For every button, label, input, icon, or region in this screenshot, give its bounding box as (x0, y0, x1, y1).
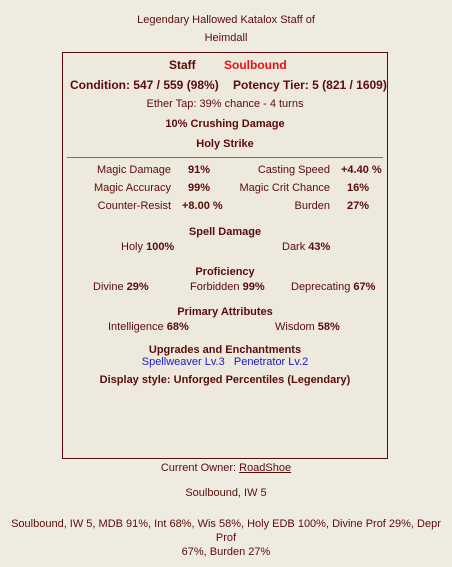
wisdom-label: Wisdom (275, 321, 315, 333)
primary-wisdom (275, 321, 340, 333)
spell-damage-dark (282, 241, 330, 253)
deprecating-value: 67% (353, 281, 376, 293)
intelligence-label: Intelligence (108, 321, 164, 333)
holy-label: Holy (121, 241, 144, 253)
divider (67, 157, 383, 158)
intelligence-value: 68% (166, 321, 189, 333)
display-style-text: Display style: Unforged Percentiles (Legendary) (99, 374, 351, 386)
summary-long-line1: Soulbound, IW 5, MDB 91%, Int 68%, Wis 58%, Holy EDB 100%, Divine Prof 29%, Depr Prof (11, 518, 441, 544)
spell-damage-heading: Spell Damage (188, 226, 262, 238)
forbidden-value: 99% (242, 281, 265, 293)
owner-label: Current Owner: (160, 462, 237, 474)
wisdom-value: 58% (317, 321, 340, 333)
magic-crit-value: 16% (347, 182, 370, 194)
counter-resist-label: Counter-Resist (97, 200, 171, 212)
dark-label: Dark (282, 241, 306, 253)
forbidden-label: Forbidden (190, 281, 240, 293)
casting-speed-label: Casting Speed (257, 164, 330, 176)
magic-accuracy-value: 99% (188, 182, 211, 194)
magic-damage-label: Magic Damage (97, 164, 171, 176)
upgrades-list (63, 356, 387, 368)
deprecating-label: Deprecating (291, 281, 351, 293)
owner-name-link[interactable]: RoadShoe (239, 462, 292, 474)
magic-accuracy-label: Magic Accuracy (93, 182, 171, 194)
burden-value: 27% (347, 200, 370, 212)
divine-value: 29% (126, 281, 149, 293)
primary-attributes-heading: Primary Attributes (177, 306, 273, 318)
holy-strike-text: Holy Strike (196, 138, 254, 150)
proficiency-deprecating (291, 281, 375, 293)
burden-label: Burden (294, 200, 330, 212)
condition-text: Condition: 547 / 559 (98%) (70, 78, 219, 92)
current-owner (0, 462, 452, 474)
spell-damage-holy (121, 241, 174, 253)
magic-damage-value: 91% (188, 164, 211, 176)
counter-resist-value: +8.00 % (182, 200, 223, 212)
item-type: Staff (169, 58, 196, 72)
casting-speed-value: +4.40 % (341, 164, 382, 176)
primary-intelligence (108, 321, 189, 333)
item-title-line1: Legendary Hallowed Katalox Staff of (137, 14, 315, 26)
soulbound-badge: Soulbound (224, 58, 287, 72)
proficiency-divine (93, 281, 149, 293)
upgrades-heading: Upgrades and Enchantments (148, 344, 302, 356)
holy-value: 100% (146, 241, 175, 253)
divine-label: Divine (93, 281, 124, 293)
upgrade-spellweaver: Spellweaver Lv.3 (141, 356, 225, 368)
item-stats-card (62, 52, 388, 459)
upgrade-penetrator: Penetrator Lv.2 (233, 356, 309, 368)
dark-value: 43% (308, 241, 331, 253)
potency-text: Potency Tier: 5 (821 / 1609) (233, 78, 387, 92)
summary-long-line2: 67%, Burden 27% (181, 546, 271, 558)
magic-crit-label: Magic Crit Chance (239, 182, 330, 194)
crushing-damage-text: 10% Crushing Damage (165, 118, 285, 130)
summary-short: Soulbound, IW 5 (185, 487, 267, 499)
item-title (0, 11, 452, 47)
summary-long (0, 517, 452, 559)
item-title-line2: Heimdall (204, 32, 248, 44)
proficiency-forbidden (190, 281, 265, 293)
proficiency-heading: Proficiency (195, 266, 255, 278)
ether-tap-text: Ether Tap: 39% chance - 4 turns (146, 98, 304, 110)
